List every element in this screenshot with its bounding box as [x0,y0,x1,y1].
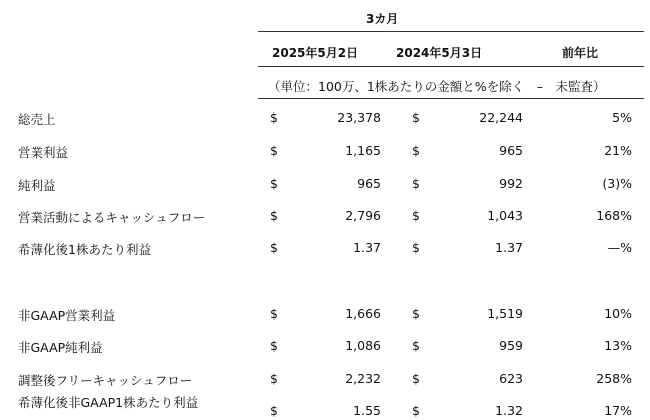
currency-symbol: $ [270,306,278,321]
column-header-2024: 2024年5月3日 [396,46,483,60]
value-2024: 1.32 [495,403,523,418]
row-label: 非GAAP営業利益 [18,308,116,323]
column-header-2025: 2025年5月2日 [272,46,359,60]
currency-symbol: $ [412,338,420,353]
value-2025: 1.55 [353,403,381,418]
currency-symbol: $ [412,176,420,191]
value-2025: 2,232 [345,371,381,386]
row-label: 営業活動によるキャッシュフロー [18,210,206,225]
value-yoy: 21% [604,143,632,158]
value-yoy: —% [607,240,632,255]
currency-symbol: $ [270,371,278,386]
value-yoy: 13% [604,338,632,353]
currency-symbol: $ [412,143,420,158]
value-2025: 1.37 [353,240,381,255]
currency-symbol: $ [270,143,278,158]
currency-symbol: $ [270,240,278,255]
currency-symbol: $ [270,338,278,353]
value-yoy: 17% [604,403,632,418]
value-yoy: 5% [612,110,632,125]
currency-symbol: $ [270,176,278,191]
currency-symbol: $ [412,371,420,386]
currency-symbol: $ [412,403,420,418]
currency-symbol: $ [270,208,278,223]
column-header-yoy: 前年比 [562,46,599,60]
row-label: 希薄化後非GAAP1株あたり利益 [18,395,199,410]
currency-symbol: $ [412,240,420,255]
value-2025: 23,378 [337,110,381,125]
value-2024: 1,043 [487,208,523,223]
value-2025: 1,165 [345,143,381,158]
value-2024: 965 [499,143,523,158]
currency-symbol: $ [412,306,420,321]
currency-symbol: $ [270,110,278,125]
row-label: 純利益 [18,178,56,193]
value-2025: 2,796 [345,208,381,223]
value-2024: 623 [499,371,523,386]
units-note: （単位：100万、1株あたりの金額と%を除く – 未監査） [268,79,606,94]
header-rule-top [258,31,644,32]
value-yoy: (3)% [602,176,632,191]
value-2024: 1.37 [495,240,523,255]
row-label: 希薄化後1株あたり利益 [18,242,151,257]
currency-symbol: $ [412,208,420,223]
value-2024: 959 [499,338,523,353]
row-label: 営業利益 [18,145,69,160]
currency-symbol: $ [412,110,420,125]
header-rule-mid [258,66,644,67]
currency-symbol: $ [270,403,278,418]
value-2025: 1,086 [345,338,381,353]
row-label: 非GAAP純利益 [18,340,103,355]
value-2025: 1,666 [345,306,381,321]
value-2024: 992 [499,176,523,191]
value-2024: 1,519 [487,306,523,321]
value-yoy: 168% [596,208,632,223]
value-yoy: 10% [604,306,632,321]
header-rule-bottom [258,98,644,99]
row-label: 総売上 [18,112,56,127]
value-2024: 22,244 [479,110,523,125]
period-header: 3カ月 [366,12,399,26]
value-yoy: 258% [596,371,632,386]
value-2025: 965 [357,176,381,191]
row-label: 調整後フリーキャッシュフロー [18,373,193,388]
